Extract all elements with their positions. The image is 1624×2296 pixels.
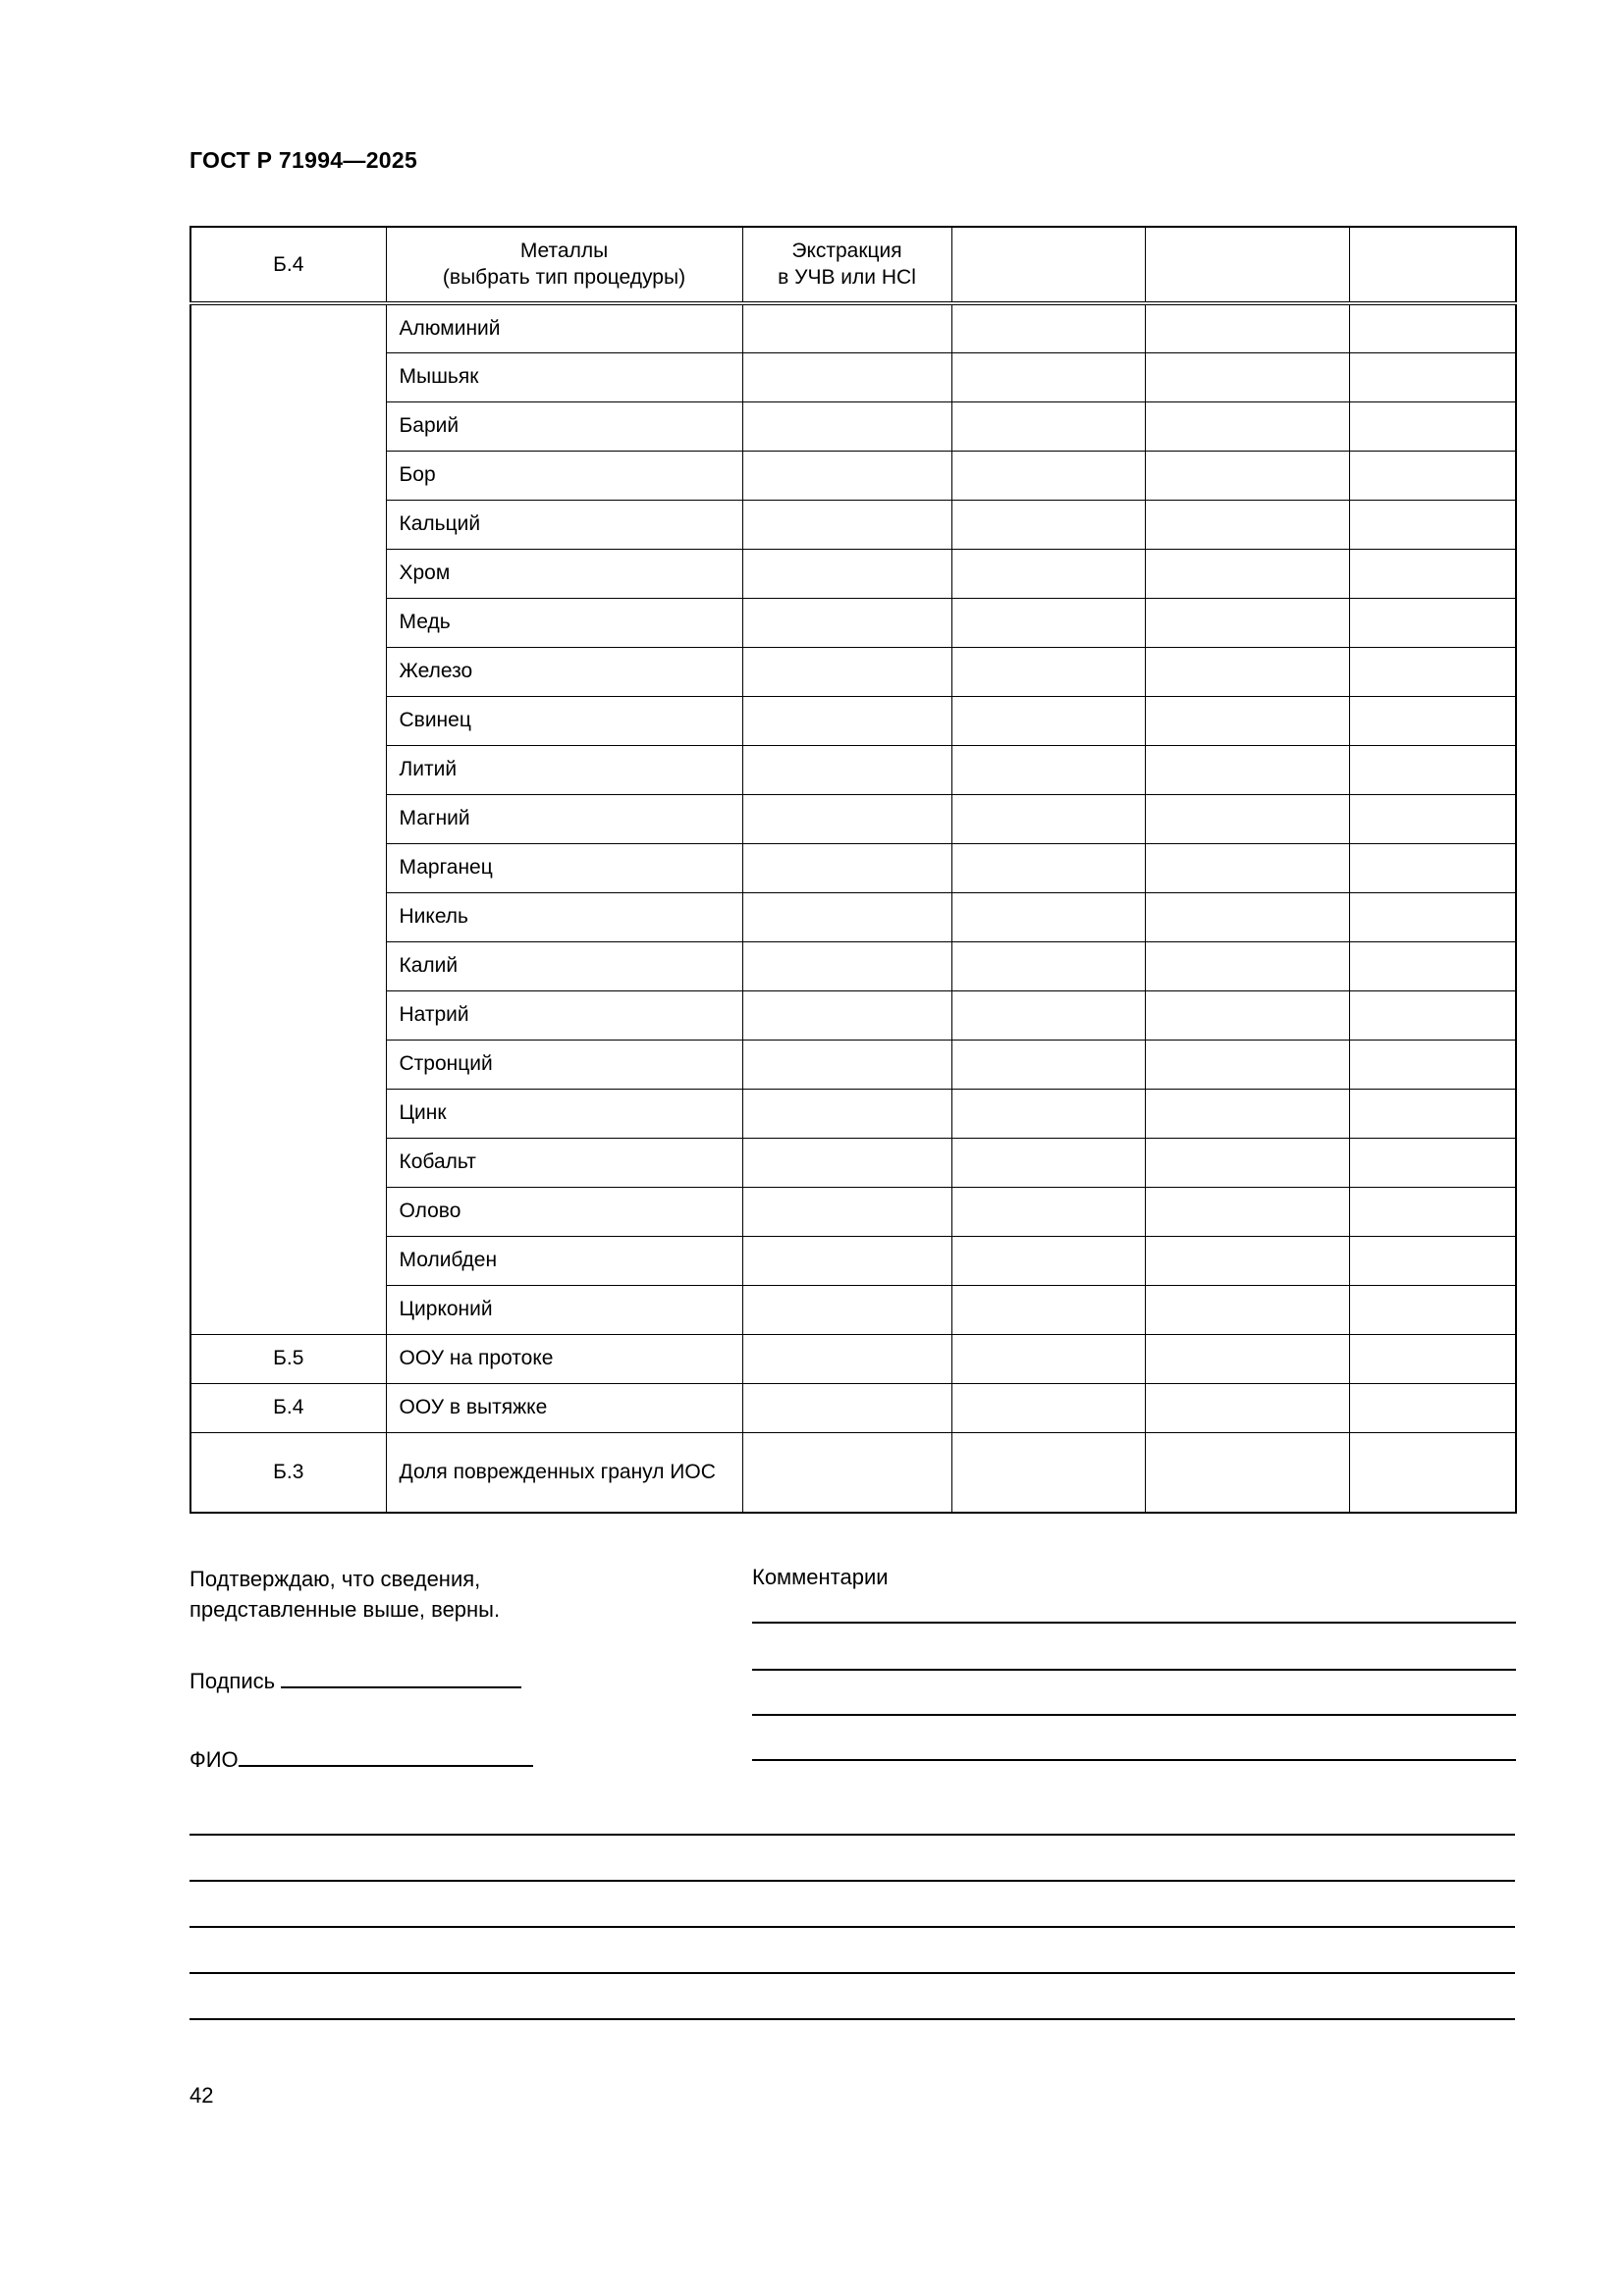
empty-cell <box>1349 303 1516 352</box>
comments-blank-line <box>752 1622 1516 1624</box>
row-code-cell: Б.4 <box>190 1383 386 1432</box>
row-label-cell: ООУ на протоке <box>386 1334 742 1383</box>
empty-cell <box>742 1089 951 1138</box>
table-row <box>190 794 1516 843</box>
name-label: ФИО <box>189 1747 239 1772</box>
empty-cell <box>1349 1432 1516 1513</box>
header-extraction-cell: Экстракция в УЧВ или HCl <box>742 227 951 303</box>
metal-name-cell: Марганец <box>386 843 742 892</box>
table-row <box>190 500 1516 549</box>
table-row <box>190 401 1516 451</box>
table-row <box>190 1285 1516 1334</box>
empty-cell <box>1145 1040 1349 1089</box>
empty-cell <box>742 1187 951 1236</box>
table-row <box>190 745 1516 794</box>
metal-name-cell: Хром <box>386 549 742 598</box>
table-row <box>190 696 1516 745</box>
row-code-cell: Б.3 <box>190 1432 386 1513</box>
empty-cell <box>951 1040 1145 1089</box>
empty-cell <box>951 549 1145 598</box>
confirmation-line-2: представленные выше, верны. <box>189 1596 501 1622</box>
signature-row <box>189 1667 521 1694</box>
empty-cell <box>1349 500 1516 549</box>
ruled-blank-line <box>189 2018 1515 2020</box>
empty-cell <box>1145 1285 1349 1334</box>
empty-cell <box>1349 647 1516 696</box>
metal-name-cell: Литий <box>386 745 742 794</box>
metal-name-cell: Калий <box>386 941 742 990</box>
empty-cell <box>1145 696 1349 745</box>
empty-cell <box>1145 303 1349 352</box>
metal-name-cell: Свинец <box>386 696 742 745</box>
table-row <box>190 892 1516 941</box>
metal-name-cell: Натрий <box>386 990 742 1040</box>
table-row <box>190 549 1516 598</box>
empty-cell <box>951 451 1145 500</box>
empty-cell <box>951 303 1145 352</box>
empty-cell <box>1145 843 1349 892</box>
empty-cell <box>951 1285 1145 1334</box>
empty-cell <box>951 941 1145 990</box>
empty-cell <box>1349 1334 1516 1383</box>
header-metals-cell: Металлы (выбрать тип процедуры) <box>386 227 742 303</box>
empty-cell <box>1145 1334 1349 1383</box>
empty-cell <box>1349 451 1516 500</box>
table-row <box>190 598 1516 647</box>
empty-cell <box>951 1432 1145 1513</box>
metal-name-cell: Железо <box>386 647 742 696</box>
empty-cell <box>742 794 951 843</box>
metal-name-cell: Алюминий <box>386 303 742 352</box>
metal-name-cell: Бор <box>386 451 742 500</box>
metal-name-cell: Цирконий <box>386 1285 742 1334</box>
document-title: ГОСТ Р 71994—2025 <box>189 147 418 173</box>
table-row <box>190 1089 1516 1138</box>
empty-cell <box>951 990 1145 1040</box>
table-header-row <box>190 227 1516 303</box>
metal-name-cell: Олово <box>386 1187 742 1236</box>
empty-cell <box>742 451 951 500</box>
metals-table <box>189 226 1517 1514</box>
header-code-cell: Б.4 <box>190 227 386 303</box>
empty-cell <box>1349 1040 1516 1089</box>
empty-cell <box>742 941 951 990</box>
empty-cell <box>1145 1187 1349 1236</box>
empty-cell <box>1145 1432 1349 1513</box>
confirmation-line-1: Подтверждаю, что сведения, <box>189 1567 481 1591</box>
empty-cell <box>1349 1187 1516 1236</box>
table-row <box>190 451 1516 500</box>
metal-name-cell: Мышьяк <box>386 352 742 401</box>
empty-cell <box>742 401 951 451</box>
empty-cell <box>1145 1089 1349 1138</box>
empty-cell <box>1349 990 1516 1040</box>
empty-cell <box>1145 451 1349 500</box>
empty-cell <box>742 303 951 352</box>
empty-cell <box>1145 401 1349 451</box>
comments-blank-line <box>752 1669 1516 1671</box>
metal-name-cell: Кобальт <box>386 1138 742 1187</box>
empty-cell <box>1349 352 1516 401</box>
empty-cell <box>951 500 1145 549</box>
ruled-blank-line <box>189 1926 1515 1928</box>
table-row <box>190 1383 1516 1432</box>
metal-name-cell: Стронций <box>386 1040 742 1089</box>
empty-cell <box>1349 401 1516 451</box>
signature-blank-line <box>281 1667 521 1688</box>
row-code-cell: Б.5 <box>190 1334 386 1383</box>
table-row <box>190 1334 1516 1383</box>
empty-cell <box>742 696 951 745</box>
empty-cell <box>1349 843 1516 892</box>
empty-cell <box>1349 1138 1516 1187</box>
empty-cell <box>1349 598 1516 647</box>
empty-cell <box>1145 1138 1349 1187</box>
comments-label: Комментарии <box>752 1565 889 1589</box>
empty-cell <box>951 1236 1145 1285</box>
empty-cell <box>951 401 1145 451</box>
table-row <box>190 843 1516 892</box>
empty-cell <box>1145 549 1349 598</box>
signature-label: Подпись <box>189 1669 276 1693</box>
table-row <box>190 303 1516 352</box>
empty-cell <box>742 892 951 941</box>
empty-cell <box>1145 1236 1349 1285</box>
empty-code-span-cell <box>190 303 386 1334</box>
ruled-blank-line <box>189 1834 1515 1836</box>
metal-name-cell: Барий <box>386 401 742 451</box>
empty-cell <box>951 647 1145 696</box>
empty-cell <box>1145 500 1349 549</box>
empty-cell <box>951 1089 1145 1138</box>
empty-cell <box>951 352 1145 401</box>
row-label-cell: ООУ в вытяжке <box>386 1383 742 1432</box>
table-row <box>190 1432 1516 1513</box>
empty-cell <box>742 1383 951 1432</box>
comments-blank-line <box>752 1714 1516 1716</box>
empty-cell <box>742 549 951 598</box>
metal-name-cell: Никель <box>386 892 742 941</box>
empty-cell <box>742 500 951 549</box>
empty-cell <box>1145 892 1349 941</box>
empty-header-cell <box>951 227 1145 303</box>
ruled-blank-line <box>189 1880 1515 1882</box>
empty-cell <box>1145 1383 1349 1432</box>
empty-cell <box>1145 647 1349 696</box>
empty-cell <box>742 745 951 794</box>
empty-cell <box>951 1187 1145 1236</box>
empty-cell <box>742 598 951 647</box>
empty-cell <box>1349 892 1516 941</box>
empty-cell <box>951 794 1145 843</box>
metal-name-cell: Медь <box>386 598 742 647</box>
metal-name-cell: Цинк <box>386 1089 742 1138</box>
empty-cell <box>742 647 951 696</box>
empty-cell <box>1349 696 1516 745</box>
table-row <box>190 941 1516 990</box>
metal-name-cell: Магний <box>386 794 742 843</box>
empty-cell <box>1145 352 1349 401</box>
ruled-blank-line <box>189 1972 1515 1974</box>
empty-cell <box>742 843 951 892</box>
empty-cell <box>742 1334 951 1383</box>
metal-name-cell: Кальций <box>386 500 742 549</box>
empty-cell <box>1349 745 1516 794</box>
empty-cell <box>1145 745 1349 794</box>
empty-cell <box>951 1138 1145 1187</box>
confirmation-text <box>189 1565 500 1626</box>
empty-cell <box>742 1138 951 1187</box>
empty-cell <box>951 696 1145 745</box>
empty-header-cell <box>1349 227 1516 303</box>
row-label-cell: Доля поврежденных гранул ИОС <box>386 1432 742 1513</box>
table-row <box>190 1040 1516 1089</box>
empty-cell <box>1349 1285 1516 1334</box>
empty-cell <box>1145 941 1349 990</box>
empty-cell <box>742 1432 951 1513</box>
table-row <box>190 1138 1516 1187</box>
empty-cell <box>951 598 1145 647</box>
empty-cell <box>742 1236 951 1285</box>
table-row <box>190 1236 1516 1285</box>
comments-blank-line <box>752 1759 1516 1761</box>
empty-cell <box>1349 794 1516 843</box>
table-row <box>190 647 1516 696</box>
empty-cell <box>951 1383 1145 1432</box>
empty-cell <box>1145 794 1349 843</box>
empty-cell <box>1349 549 1516 598</box>
empty-cell <box>742 990 951 1040</box>
empty-cell <box>1349 1236 1516 1285</box>
empty-cell <box>951 892 1145 941</box>
name-row <box>189 1745 533 1773</box>
empty-cell <box>742 352 951 401</box>
empty-cell <box>1145 990 1349 1040</box>
name-blank-line <box>239 1745 533 1767</box>
table-row <box>190 352 1516 401</box>
empty-cell <box>742 1285 951 1334</box>
empty-cell <box>951 843 1145 892</box>
table-row <box>190 990 1516 1040</box>
empty-cell <box>1349 941 1516 990</box>
empty-cell <box>951 745 1145 794</box>
empty-cell <box>1145 598 1349 647</box>
empty-cell <box>951 1334 1145 1383</box>
metal-name-cell: Молибден <box>386 1236 742 1285</box>
table-row <box>190 1187 1516 1236</box>
empty-cell <box>1349 1089 1516 1138</box>
empty-cell <box>742 1040 951 1089</box>
page-number: 42 <box>189 2083 214 2108</box>
empty-cell <box>1349 1383 1516 1432</box>
empty-header-cell <box>1145 227 1349 303</box>
